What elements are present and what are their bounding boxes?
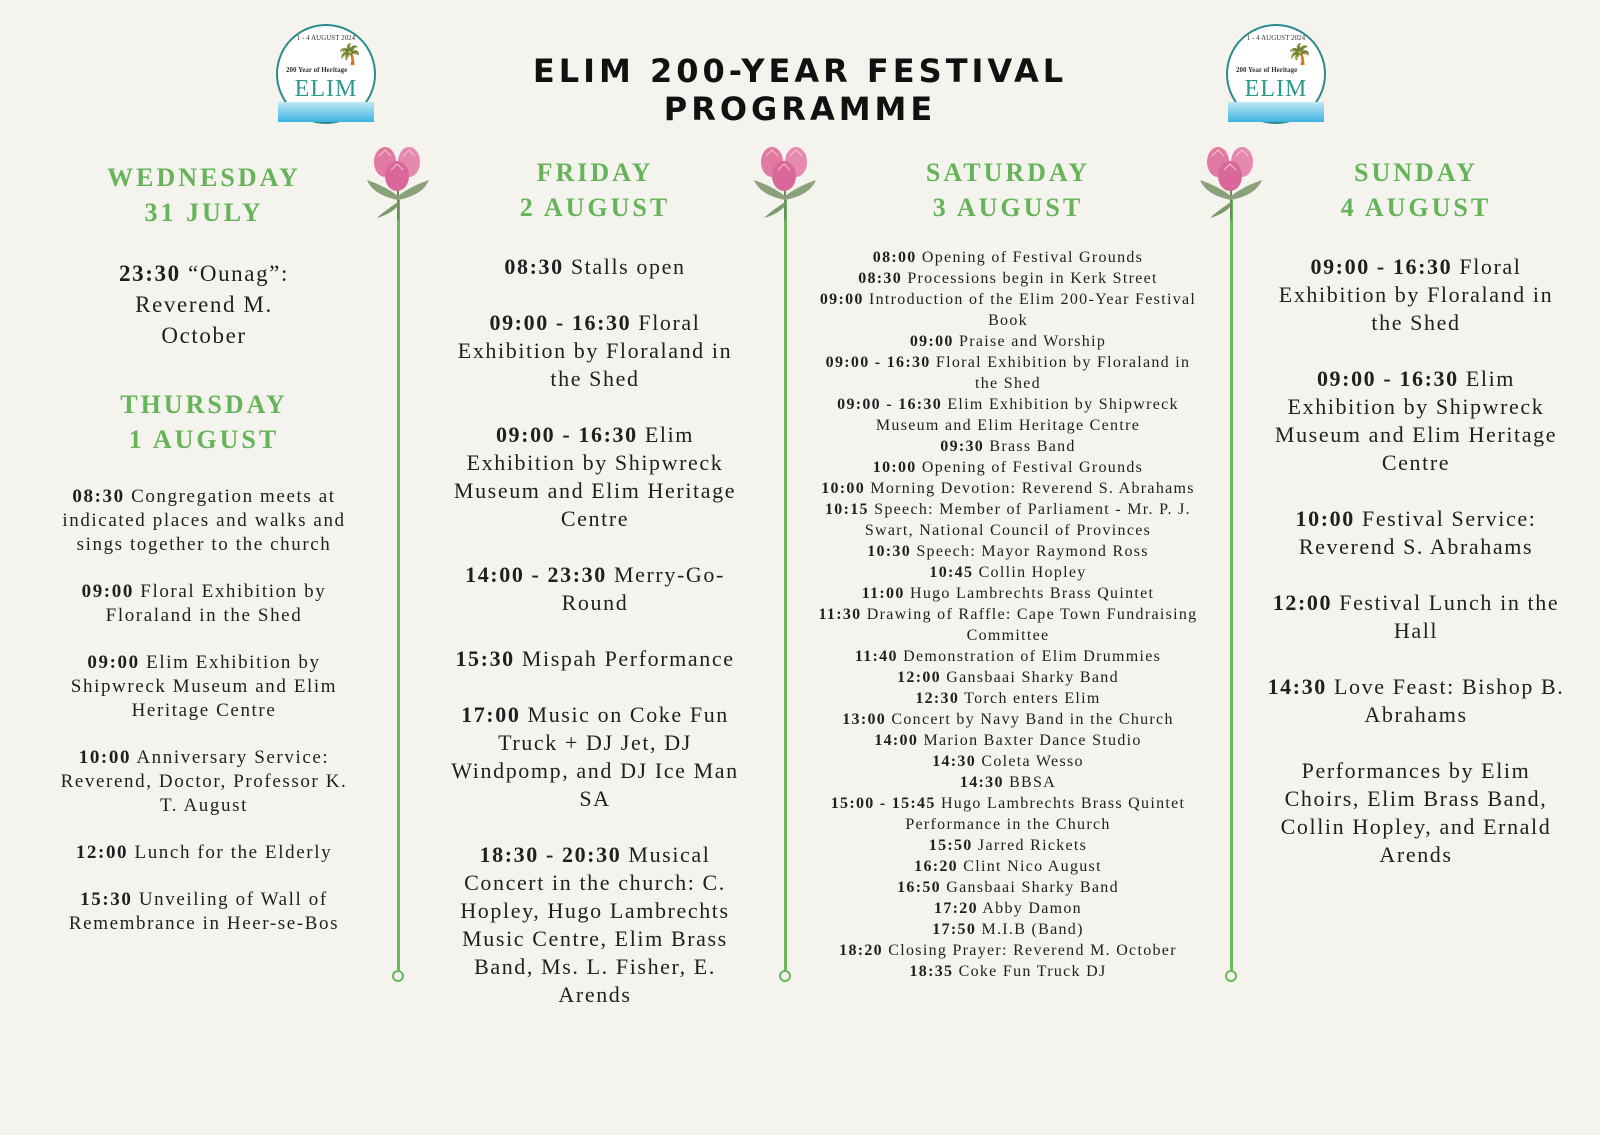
schedule-item <box>818 268 1198 289</box>
item-time: 15:50 <box>928 837 973 854</box>
item-text: Clint Nico August <box>963 858 1102 875</box>
item-time: 08:30 <box>858 270 903 287</box>
item-text: Unveiling of Wall of Remembrance in Heer-se-Bos <box>68 889 340 934</box>
schedule-item <box>54 746 354 818</box>
item-time: 18:35 <box>909 963 954 980</box>
item-time: 18:20 <box>839 942 883 959</box>
item-time: 15:00 - 15:45 <box>830 795 936 812</box>
item-text: Floral Exhibition by Floraland in the Shed <box>935 354 1191 392</box>
schedule-item <box>818 604 1198 646</box>
item-time: 16:50 <box>897 879 941 896</box>
item-text: Gansbaai Sharky Band <box>946 879 1119 896</box>
item-text: BBSA <box>1009 774 1057 791</box>
palm-tree-icon: 🌴 <box>1287 44 1312 66</box>
protea-flower-icon <box>1196 140 1266 220</box>
item-time: 14:00 - 23:30 <box>465 562 607 587</box>
item-time: 18:30 - 20:30 <box>479 842 622 867</box>
schedule-item <box>818 436 1198 457</box>
schedule-item <box>1266 505 1566 561</box>
divider-line <box>784 200 787 972</box>
column-friday <box>440 155 750 1037</box>
schedule-item <box>818 331 1198 352</box>
schedule-item <box>818 583 1198 604</box>
item-time: 12:00 <box>1272 590 1333 615</box>
item-time: 11:40 <box>854 648 898 665</box>
item-text: Stalls open <box>570 254 686 279</box>
item-text: Morning Devotion: Reverend S. Abrahams <box>870 480 1195 497</box>
item-time: 09:00 <box>81 581 134 602</box>
logo-water <box>1228 102 1324 122</box>
schedule-item <box>440 309 750 393</box>
item-time: 10:30 <box>867 543 912 560</box>
schedule-item <box>818 898 1198 919</box>
schedule-item <box>54 580 354 628</box>
item-time: 10:00 <box>821 480 866 497</box>
item-time: 09:30 <box>940 438 985 455</box>
schedule-item <box>818 457 1198 478</box>
item-time: 14:30 <box>1267 674 1327 699</box>
elim-logo-right <box>1226 24 1326 124</box>
schedule-item <box>440 253 750 281</box>
item-time: 10:15 <box>825 501 869 518</box>
divider-line <box>397 200 400 972</box>
schedule-item <box>54 841 354 865</box>
day-heading-line: SUNDAY <box>1354 158 1478 187</box>
item-text: Festival Service: Reverend S. Abrahams <box>1298 506 1537 559</box>
item-text: Merry-Go-Round <box>561 562 725 615</box>
item-text: Brass Band <box>989 438 1076 455</box>
column-saturday <box>818 155 1198 982</box>
divider-end-dot <box>779 970 791 982</box>
schedule-item <box>818 835 1198 856</box>
item-text: Closing Prayer: Reverend M. October <box>888 942 1177 959</box>
schedule-item <box>1266 253 1566 337</box>
schedule-item <box>54 888 354 936</box>
schedule-item <box>818 667 1198 688</box>
schedule-item <box>1266 589 1566 645</box>
item-text: Concert by Navy Band in the Church <box>891 711 1174 728</box>
page-title: ELIM 200-YEAR FESTIVAL PROGRAMME <box>532 52 1068 128</box>
column-wed-thu <box>54 160 354 959</box>
item-text: Hugo Lambrechts Brass Quintet <box>909 585 1155 602</box>
item-text: Coleta Wesso <box>981 753 1084 770</box>
schedule-item <box>818 247 1198 268</box>
day-heading-line: 2 AUGUST <box>519 193 671 222</box>
item-text: Speech: Member of Parliament - Mr. P. J. Swart, National Council of Provinces <box>864 501 1191 539</box>
item-text: Opening of Festival Grounds <box>921 459 1144 476</box>
item-time: 16:20 <box>914 858 958 875</box>
schedule-item <box>818 730 1198 751</box>
schedule-item <box>818 394 1198 436</box>
item-text: Floral Exhibition by Floraland in the Shed <box>457 310 733 391</box>
item-text: Elim Exhibition by Shipwreck Museum and Elim Heritage Centre <box>875 396 1179 434</box>
item-time: 11:00 <box>861 585 905 602</box>
logo-date: 1 - 4 AUGUST 2024 <box>1246 34 1306 42</box>
logo-date: 1 - 4 AUGUST 2024 <box>296 34 356 42</box>
day-heading-line: 4 AUGUST <box>1340 193 1492 222</box>
logo-water <box>278 102 374 122</box>
item-time: 09:00 - 16:30 <box>1310 254 1453 279</box>
item-time: 17:00 <box>461 702 521 727</box>
item-text: Hugo Lambrechts Brass Quintet Performance in the Church <box>905 795 1186 833</box>
item-text: Praise and Worship <box>959 333 1107 350</box>
logo-subtitle: 200 Year of Heritage <box>1236 66 1298 74</box>
schedule-item <box>54 258 354 351</box>
item-text: Gansbaai Sharky Band <box>946 669 1119 686</box>
item-time: 12:00 <box>75 842 129 863</box>
divider-end-dot <box>392 970 404 982</box>
schedule-item <box>818 793 1198 835</box>
item-text: Demonstration of Elim Drummies <box>903 648 1162 665</box>
item-time: 10:00 <box>78 747 132 768</box>
schedule-item <box>818 772 1198 793</box>
schedule-item <box>1266 365 1566 477</box>
item-time: 09:00 <box>909 333 954 350</box>
item-text: Elim Exhibition by Shipwreck Museum and Elim Heritage Centre <box>70 652 338 721</box>
item-time: 17:20 <box>934 900 978 917</box>
protea-flower-icon <box>750 140 820 220</box>
schedule-item <box>440 561 750 617</box>
day-heading-line: SATURDAY <box>925 158 1091 187</box>
item-text: Torch enters Elim <box>964 690 1101 707</box>
item-text: Lunch for the Elderly <box>134 842 333 863</box>
item-text: Musical Concert in the church: C. Hopley, Hugo Lambrechts Music Centre, Elim Brass Band, Ms. L. Fisher, E. Arends <box>460 842 730 1007</box>
divider-end-dot <box>1225 970 1237 982</box>
item-text: Floral Exhibition by Floraland in the Shed <box>1278 254 1554 335</box>
schedule-item <box>818 541 1198 562</box>
item-time: 17:50 <box>932 921 977 938</box>
day-heading <box>818 155 1198 225</box>
schedule-item <box>818 940 1198 961</box>
schedule-item <box>1266 757 1566 869</box>
item-text: Music on Coke Fun Truck + DJ Jet, DJ Windpomp, and DJ Ice Man SA <box>451 702 739 811</box>
item-text: Elim Exhibition by Shipwreck Museum and Elim Heritage Centre <box>1274 366 1558 475</box>
item-time: 08:00 <box>872 249 917 266</box>
item-text: Drawing of Raffle: Cape Town Fundraising Committee <box>866 606 1198 644</box>
schedule-item <box>1266 673 1566 729</box>
elim-logo-left <box>276 24 376 124</box>
item-time: 09:00 - 16:30 <box>495 422 638 447</box>
item-text: Elim Exhibition by Shipwreck Museum and Elim Heritage Centre <box>453 422 737 531</box>
item-text: Anniversary Service: Reverend, Doctor, Professor K. T. August <box>60 747 348 816</box>
item-time: 09:00 - 16:30 <box>489 310 632 335</box>
item-time: 12:00 <box>897 669 941 686</box>
item-text: Jarred Rickets <box>977 837 1088 854</box>
schedule-item <box>440 645 750 673</box>
item-time: 13:00 <box>842 711 887 728</box>
palm-tree-icon: 🌴 <box>337 44 362 66</box>
item-text: Abby Damon <box>982 900 1082 917</box>
item-text: Opening of Festival Grounds <box>921 249 1144 266</box>
item-text: Festival Lunch in the Hall <box>1339 590 1560 643</box>
item-time: 23:30 <box>119 261 181 286</box>
schedule-item <box>818 688 1198 709</box>
schedule-item <box>818 352 1198 394</box>
day-heading <box>440 155 750 225</box>
schedule-item <box>440 841 750 1009</box>
schedule-item <box>54 651 354 723</box>
day-heading-line: THURSDAY <box>120 390 288 419</box>
item-text: Performances by Elim Choirs, Elim Brass Band, Collin Hopley, and Ernald Arends <box>1280 758 1552 867</box>
item-time: 10:00 <box>872 459 917 476</box>
item-text: Mispah Performance <box>521 646 735 671</box>
logo-subtitle: 200 Year of Heritage <box>286 66 348 74</box>
item-text: Coke Fun Truck DJ <box>958 963 1107 980</box>
item-time: 11:30 <box>818 606 862 623</box>
schedule-item <box>818 499 1198 541</box>
divider-line <box>1230 200 1233 972</box>
item-time: 15:30 <box>455 646 515 671</box>
day-heading-line: 1 AUGUST <box>128 425 280 454</box>
item-text: Congregation meets at indicated places and walks and sings together to the church <box>62 486 346 555</box>
schedule-item <box>818 919 1198 940</box>
schedule-item <box>818 877 1198 898</box>
item-time: 12:30 <box>915 690 960 707</box>
schedule-item <box>818 478 1198 499</box>
column-sunday <box>1266 155 1566 897</box>
schedule-item <box>818 646 1198 667</box>
item-text: M.I.B (Band) <box>981 921 1084 938</box>
item-time: 09:00 - 16:30 <box>837 396 943 413</box>
item-text: Love Feast: Bishop B. Abrahams <box>1334 674 1565 727</box>
day-heading <box>54 387 354 457</box>
schedule-item <box>440 421 750 533</box>
item-time: 15:30 <box>80 889 133 910</box>
item-time: 08:30 <box>504 254 564 279</box>
logo-name: ELIM <box>294 76 358 102</box>
schedule-item <box>818 289 1198 331</box>
item-time: 14:00 <box>874 732 919 749</box>
item-time: 14:30 <box>932 753 977 770</box>
day-heading <box>54 160 354 230</box>
item-time: 09:00 - 16:30 <box>825 354 931 371</box>
schedule-item <box>818 961 1198 982</box>
item-time: 10:45 <box>929 564 974 581</box>
day-heading-line: 3 AUGUST <box>932 193 1084 222</box>
schedule-item <box>818 562 1198 583</box>
item-text: Introduction of the Elim 200-Year Festival Book <box>868 291 1197 329</box>
day-heading-line: FRIDAY <box>536 158 654 187</box>
day-heading-line: WEDNESDAY <box>107 163 301 192</box>
schedule-item <box>54 485 354 557</box>
item-text: Floral Exhibition by Floraland in the Shed <box>105 581 327 626</box>
item-text: Marion Baxter Dance Studio <box>923 732 1142 749</box>
schedule-item <box>818 856 1198 877</box>
logo-name: ELIM <box>1244 76 1308 102</box>
item-time: 14:30 <box>959 774 1004 791</box>
day-heading <box>1266 155 1566 225</box>
schedule-item <box>818 751 1198 772</box>
schedule-item <box>440 701 750 813</box>
day-heading-line: 31 JULY <box>144 198 264 227</box>
item-time: 10:00 <box>1295 506 1355 531</box>
item-time: 08:30 <box>72 486 125 507</box>
item-time: 09:00 <box>819 291 864 308</box>
item-time: 09:00 <box>87 652 140 673</box>
item-time: 09:00 - 16:30 <box>1316 366 1459 391</box>
schedule-item <box>818 709 1198 730</box>
item-text: Speech: Mayor Raymond Ross <box>916 543 1149 560</box>
item-text: Processions begin in Kerk Street <box>907 270 1158 287</box>
item-text: Collin Hopley <box>978 564 1087 581</box>
protea-flower-icon <box>363 140 433 220</box>
item-text: “Ounag”: Reverend M. October <box>135 261 289 348</box>
